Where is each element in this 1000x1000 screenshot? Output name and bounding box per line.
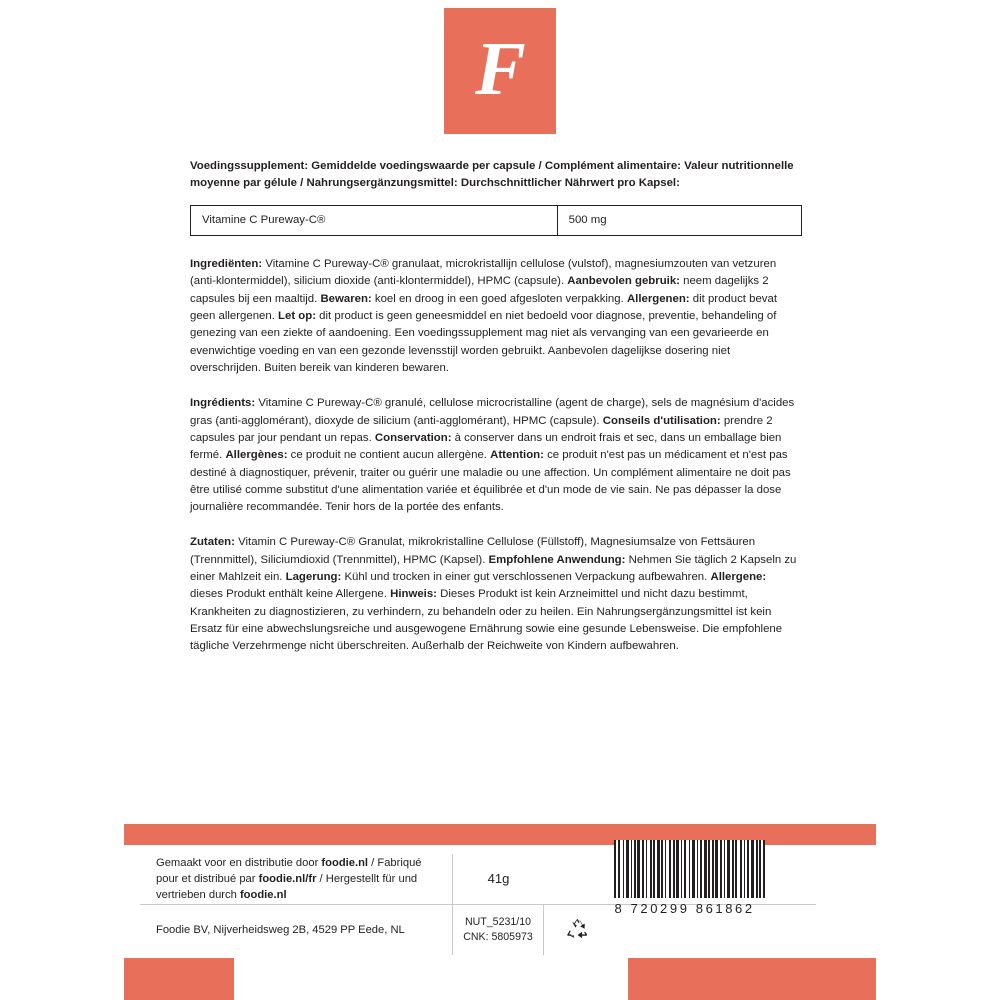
label-storage-de: Lagerung: <box>285 571 342 584</box>
label-content <box>190 158 802 656</box>
nut-code: NUT_5231/10 <box>465 915 531 928</box>
text-storage-fr: à conserver dans un endroit frais et sec, dans un emballage bien fermé. <box>190 431 782 462</box>
paragraph-dutch <box>190 256 802 377</box>
brand-link-2: foodie.nl/fr <box>258 872 317 885</box>
paragraph-german <box>190 534 802 655</box>
made-for-part-1: Gemaakt voor en distributie door <box>156 856 322 869</box>
net-weight: 41g <box>452 854 544 904</box>
nutrient-value: 500 mg <box>557 206 801 236</box>
footer <box>140 854 816 954</box>
text-ingredients-fr: Vitamine C Pureway-C® granulé, cellulose microcristalline (agent de charge), sels de magnésium d'acides gras (anti-agglomérant), dioxyde de silicium (anti-agglomérant), HPMC (capsule). <box>190 397 795 427</box>
text-warning-nl: dit product is geen geneesmiddel en niet bedoeld voor diagnose, preventie, behandeling of genezing van een ziekte of aandoening. Een voedingssupplement mag niet als vervanging van een gevarieerde en evenwichtige voeding en van een gezonde levensstijl worden gebruikt. Aanbevolen dagelijkse dosering niet overschrijden. Buiten bereik van kinderen bewaren. <box>190 309 777 374</box>
recycle-icon-svg <box>565 917 591 943</box>
label-ingredients-nl: Ingrediënten: <box>190 257 263 270</box>
cnk-code: CNK: 5805973 <box>463 931 533 943</box>
label-ingredients-de: Zutaten: <box>190 536 235 549</box>
brand-logo <box>444 8 556 134</box>
barcode-number: 8 720299 861862 <box>614 900 755 916</box>
recycle-icon <box>544 905 612 955</box>
nutrition-heading: Voedingssupplement: Gemiddelde voedingswaarde per capsule / Complément alimentaire: Valeur nutritionnelle moyenne par gélule / Nahrungsergänzungsmittel: Durchschnittlicher Nährwert pro Kapsel: <box>190 160 794 189</box>
label-allergens-fr: Allergènes: <box>225 449 288 462</box>
label-allergens-nl: Allergenen: <box>626 292 690 305</box>
text-warning-fr: ce produit n'est pas un médicament et n'est pas destiné à diagnostiquer, prévenir, traiter ou guérir une maladie ou une affection. Un complément alimentaire ne doit pas être utilisé comme substitut d'une alimentation variée et équilibrée et d'un mode de vie sain. Ne pas dépasser la dose journalière recommandée. Tenir hors de la portée des enfants. <box>190 449 791 514</box>
barcode <box>544 854 816 916</box>
brand-link-1: foodie.nl <box>321 856 369 869</box>
text-storage-de: Kühl und trocken in einer gut verschlossenen Verpackung aufbewahren. <box>341 571 711 584</box>
text-usage-de: Nehmen Sie täglich 2 Kapseln zu einer Mahlzeit ein. <box>190 553 797 584</box>
label-ingredients-fr: Ingrédients: <box>190 397 256 410</box>
label-storage-fr: Conservation: <box>374 431 452 444</box>
accent-bar-bottom-left <box>124 958 234 1000</box>
label-usage-nl: Aanbevolen gebruik: <box>567 275 680 288</box>
text-storage-nl: koel en droog in een goed afgesloten verpakking. <box>371 292 627 305</box>
product-codes <box>452 905 544 955</box>
footer-row-distribution <box>140 854 816 916</box>
distributor-text <box>140 854 452 904</box>
label-allergens-de: Allergene: <box>710 571 767 584</box>
text-warning-de: Dieses Produkt ist kein Arzneimittel und nicht dazu bestimmt, Krankheiten zu diagnostizieren, zu verhindern, zu behandeln oder zu heilen. Ein Nahrungsergänzungsmittel ist kein Ersatz für eine abwechslungsreiche und ausgewogene Ernährung sowie eine gesunde Lebensweise. Die empfohlene tägliche Verzehrmenge nicht überschreiten. Außerhalb der Reichweite von Kindern aufbewahren. <box>190 588 783 653</box>
logo-letter-icon: F <box>475 27 525 111</box>
label-warning-nl: Let op: <box>278 309 317 322</box>
text-usage-nl: neem dagelijks 2 capsules bij een maaltijd. <box>190 275 769 305</box>
text-ingredients-nl: Vitamine C Pureway-C® granulaat, microkristallijn cellulose (vulstof), magnesiumzouten van vetzuren (anti-klontermiddel), silicium dioxide (anti-klontermiddel), HPMC (capsule). <box>190 257 777 288</box>
accent-bar-bottom-right <box>628 958 876 1000</box>
text-allergens-nl: dit product bevat geen allergenen. <box>190 292 777 322</box>
text-usage-fr: prendre 2 capsules par jour pendant un repas. <box>190 414 773 444</box>
made-for-part-3: / Hergestellt für und vertrieben durch <box>156 872 418 902</box>
nutrition-table <box>190 205 802 236</box>
label-usage-de: Empfohlene Anwendung: <box>488 553 626 566</box>
text-allergens-fr: ce produit ne contient aucun allergène. <box>287 449 491 462</box>
label-warning-de: Hinweis: <box>390 588 437 601</box>
paragraph-french <box>190 395 802 516</box>
text-allergens-de: dieses Produkt enthält keine Allergene. <box>190 588 391 601</box>
text-ingredients-de: Vitamin C Pureway-C® Granulat, mikrokristalline Cellulose (Füllstoff), Magnesiumsalze von Fettsäuren (Trennmittel), Siliciumdioxid (Trennmittel), HPMC (Kapsel). <box>190 536 756 566</box>
brand-link-3: foodie.nl <box>239 889 287 902</box>
nutrient-name: Vitamine C Pureway-C® <box>191 206 558 236</box>
label-storage-nl: Bewaren: <box>320 292 372 305</box>
company-address: Foodie BV, Nijverheidsweg 2B, 4529 PP Eede, NL <box>156 923 405 936</box>
barcode-bars <box>614 840 765 898</box>
label-usage-fr: Conseils d'utilisation: <box>602 414 721 427</box>
barcode-graphic <box>614 840 765 919</box>
made-for-part-2: / Fabriqué pour et distribué par <box>156 856 422 885</box>
table-row <box>191 206 802 236</box>
label-warning-fr: Attention: <box>490 449 544 462</box>
